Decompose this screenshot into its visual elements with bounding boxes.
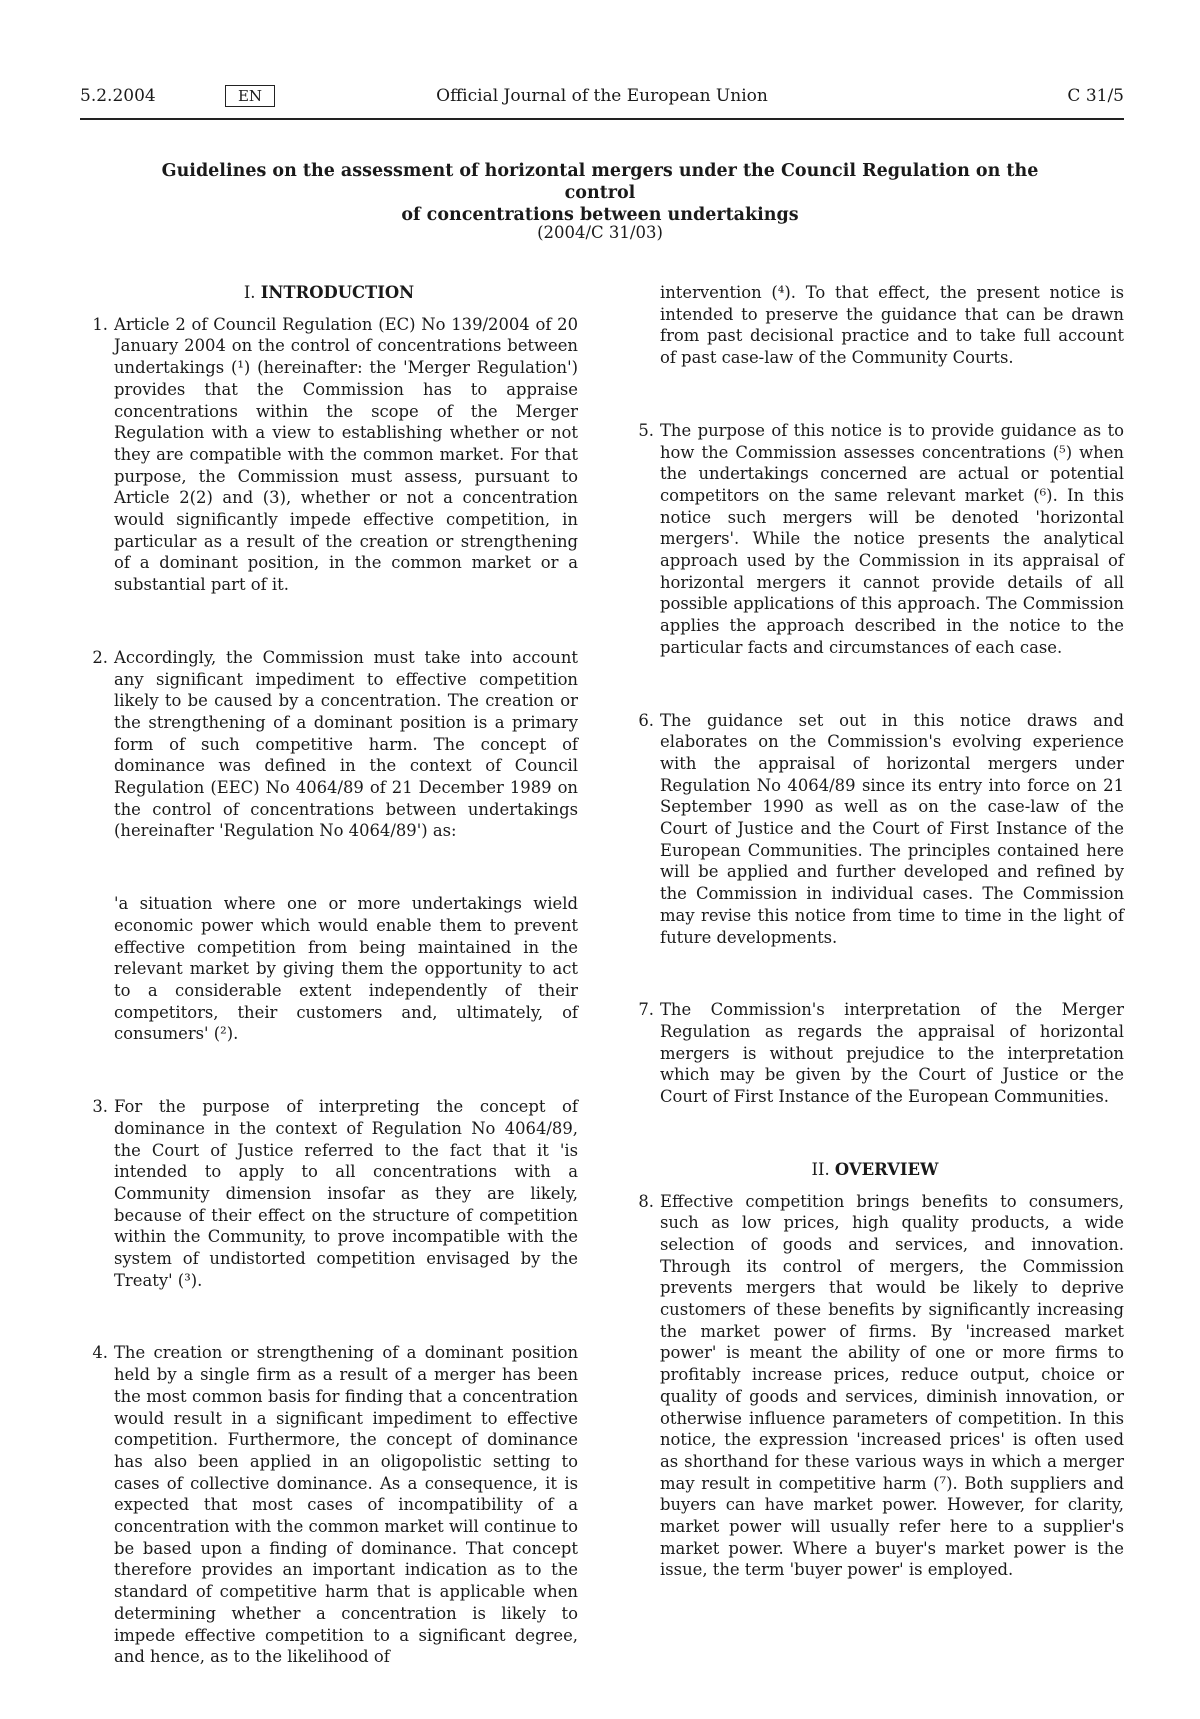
paragraph-text: For the purpose of interpreting the concept of dominance in the context of Regulation No 4064/89, the Court of Justice referred to the fact that it 'is intended to apply to all concentrations with a Community dimension insofar as they are likely, because of their effect on the structure of competition within the Community, to prove incompatible with the system of undistorted competition envisaged by the Treaty' (³). <box>114 1097 578 1290</box>
paragraph-text: Effective competition brings benefits to consumers, such as low prices, high quality products, a wide selection of goods and services, and innovation. Through its control of mergers, the Commission prevents mergers that would be likely to deprive customers of these benefits by significantly increasing the market power of firms. By 'increased market power' is meant the ability of one or more firms to profitably increase prices, reduce output, choice or quality of goods and services, diminish innovation, or otherwise influence parameters of competition. In this notice, the expression 'increased prices' is often used as shorthand for these various ways in which a merger may result in competitive harm (⁷). Both suppliers and buyers can have market power. However, for clarity, market power will usually refer here to a supplier's market power. Where a buyer's market power is the issue, the term 'buyer power' is employed. <box>660 1191 1124 1580</box>
section-title: OVERVIEW <box>834 1159 939 1179</box>
paragraph-text: Article 2 of Council Regulation (EC) No 139/2004 of 20 January 2004 on the control of concentrations between undertakings (¹) (hereinafter: the 'Merger Regulation') provides that the Commission has to appraise concentrations within the scope of the Merger Regulation with a view to establishing whether or not they are compatible with the common market. For that purpose, the Commission must assess, pursuant to Article 2(2) and (3), whether or not a concentration would significantly impede effective competition, in particular as a result of the creation or strengthening of a dominant position, in the common market or a substantial part of it. <box>114 314 578 595</box>
paragraph-text: The purpose of this notice is to provide guidance as to how the Commission assesses concentrations (⁵) when the undertakings concerned are actual or potential competitors on the same relevant market (⁶). In this notice such mergers will be denoted 'horizontal mergers'. While the notice presents the analytical approach used by the Commission in its appraisal of horizontal mergers it cannot provide details of all possible applications of this approach. The Commission applies the approach described in the notice to the particular facts and circumstances of each case. <box>660 420 1124 657</box>
page-header <box>80 86 1124 112</box>
publication-date: 5.2.2004 <box>80 86 156 106</box>
paragraph-number: 3. <box>92 1097 108 1117</box>
journal-reference: C 31/5 <box>1067 86 1124 106</box>
paragraph-number: 6. <box>638 710 654 730</box>
document-title <box>130 160 1070 226</box>
section-heading-overview <box>626 1159 1124 1181</box>
title-line-2: of concentrations between undertakings <box>401 205 799 225</box>
paragraph-4-continuation: intervention (⁴). To that effect, the present notice is intended to preserve the guidance that can be drawn from past decisional practice and to take full account of past case-law of the Community Courts. <box>660 283 1124 368</box>
header-rule <box>80 118 1124 120</box>
paragraph-1 <box>80 314 578 596</box>
title-line-1: Guidelines on the assessment of horizontal mergers under the Council Regulation on the control <box>161 161 1039 203</box>
dominance-definition-quote: 'a situation where one or more undertakings wield economic power which would enable them to prevent effective competition from being maintained in the relevant market by giving them the opportunity to act to a considerable extent independently of their competitors, their customers and, ultimately, of consumers' (²). <box>114 894 578 1044</box>
paragraph-number: 2. <box>92 647 108 667</box>
paragraph-number: 8. <box>638 1191 654 1211</box>
paragraph-8 <box>626 1191 1124 1582</box>
paragraph-number: 4. <box>92 1343 108 1363</box>
language-badge: EN <box>225 85 275 107</box>
paragraph-number: 5. <box>638 420 654 440</box>
paragraph-text: The Commission's interpretation of the Merger Regulation as regards the appraisal of horizontal mergers is without prejudice to the interpretation which may be given by the Court of Justice or the Court of First Instance of the European Communities. <box>660 1000 1124 1107</box>
paragraph-2 <box>80 647 578 842</box>
paragraph-text: The creation or strengthening of a dominant position held by a single firm as a result of a merger has been the most common basis for finding that a concentration would result in a significant impediment to effective competition. Furthermore, the concept of dominance has also been applied in an oligopolistic setting to cases of collective dominance. As a consequence, it is expected that most cases of incompatibility of a concentration with the common market will continue to be based upon a finding of dominance. That concept therefore provides an important indication as to the standard of competitive harm that is applicable when determining whether a concentration is likely to impede effective competition to a significant degree, and hence, as to the likelihood of <box>114 1343 578 1667</box>
journal-title: Official Journal of the European Union <box>436 86 768 106</box>
paragraph-number: 7. <box>638 1000 654 1020</box>
paragraph-text: Accordingly, the Commission must take into account any significant impediment to effective competition likely to be caused by a concentration. The creation or the strengthening of a dominant position is a primary form of such competitive harm. The concept of dominance was defined in the context of Council Regulation (EEC) No 4064/89 of 21 December 1989 on the control of concentrations between undertakings (hereinafter 'Regulation No 4064/89') as: <box>114 647 578 841</box>
right-column <box>626 282 1124 1632</box>
paragraph-number: 1. <box>92 314 108 334</box>
document-number: (2004/C 31/03) <box>537 223 663 242</box>
paragraph-7 <box>626 999 1124 1108</box>
paragraph-3 <box>80 1096 578 1291</box>
paragraph-6 <box>626 710 1124 949</box>
paragraph-text: The guidance set out in this notice draws and elaborates on the Commission's evolving experience with the appraisal of horizontal mergers under Regulation No 4064/89 since its entry into force on 21 September 1990 as well as on the case-law of the Court of Justice and the Court of First Instance of the European Communities. The principles contained here will be applied and further developed and refined by the Commission in individual cases. The Commission may revise this notice from time to time in the light of future developments. <box>660 710 1124 947</box>
paragraph-5 <box>626 420 1124 659</box>
section-heading-introduction <box>80 282 578 304</box>
left-column <box>80 282 578 1719</box>
section-title: INTRODUCTION <box>260 283 415 302</box>
paragraph-4 <box>80 1342 578 1668</box>
section-number: I. <box>243 283 256 302</box>
section-number: II. <box>811 1159 830 1179</box>
